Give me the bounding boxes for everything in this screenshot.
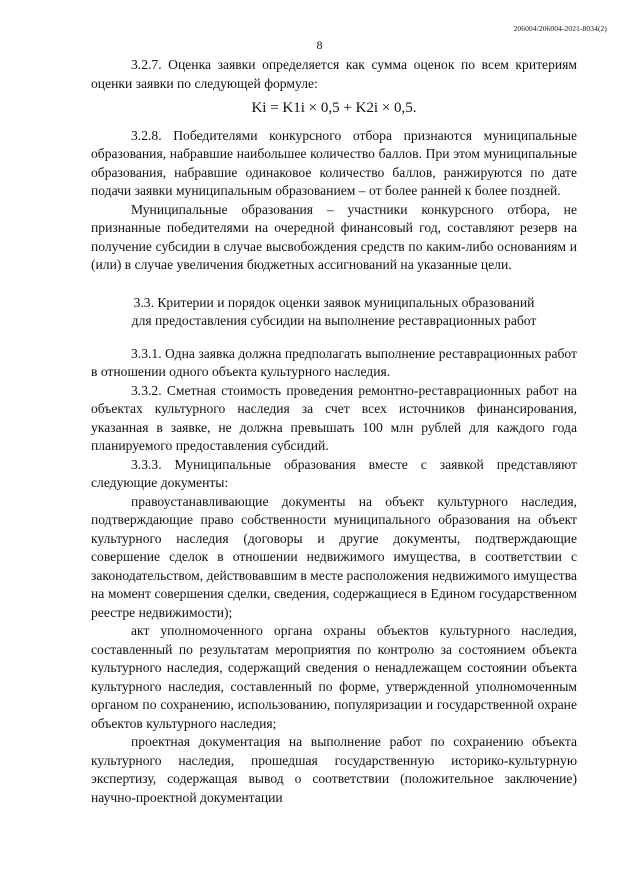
paragraph-3-2-7: 3.2.7. Оценка заявки определяется как сумма оценок по всем критериям оценки заявки по следующей формуле: bbox=[91, 57, 577, 91]
section-heading-line-2: для предоставления субсидии на выполнение реставрационных работ bbox=[131, 313, 537, 328]
document-body bbox=[91, 56, 577, 807]
section-heading-line-1: 3.3. Критерии и порядок оценки заявок муниципальных образований bbox=[133, 294, 535, 310]
paragraph-3-3-2: 3.3.2. Сметная стоимость проведения ремонтно-реставрационных работ на объектах культурного наследия за счет всех источников финансирования, указанная в заявке, не должна превышать 100 млн рублей для каждого года планируемого предоставления субсидий. bbox=[91, 382, 577, 453]
paragraph-3-3-1: 3.3.1. Одна заявка должна предполагать выполнение реставрационных работ в отношении одного объекта культурного наследия. bbox=[91, 345, 577, 379]
paragraph-3-2-8: 3.2.8. Победителями конкурсного отбора признаются муниципальные образования, набравшие наибольшее количество баллов. При этом муниципальные образования, набравшие одинаковое количество баллов, ранжируются по дате подачи заявки муниципальным образованием – от более ранней к более поздней. bbox=[91, 127, 577, 198]
page-number: 8 bbox=[316, 38, 323, 52]
paragraph-reserve: Муниципальные образования – участники конкурсного отбора, не признанные победителями на очередной финансовый год, составляют резерв на получение субсидии в случае высвобождения средств по каким-либо основаниям и (или) в случае увеличения бюджетных ассигнований на указанные цели. bbox=[91, 201, 577, 272]
paragraph-inspection-act: акт уполномоченного органа охраны объектов культурного наследия, составленный по результатам мероприятия по контролю за состоянием объекта культурного наследия, содержащий сведения о ненадлежащем состоянии объекта культурного наследия, составленный по форме, утвержденной уполномоченным органом по сохранению, использованию, популяризации и государственной охране объектов культурного наследия; bbox=[91, 623, 577, 731]
paragraph-title-documents: правоустанавливающие документы на объект культурного наследия, подтверждающие право собственности муниципального образования на объект культурного наследия (договоры и другие документы, подтверждающие совершение сделок в отношении недвижимого имущества, в соответствии с законодательством, действовавшим в месте расположения недвижимого имущества на момент совершения сделки, сведения, содержащиеся в Едином государственном реестре недвижимости); bbox=[91, 493, 577, 620]
document-id: 206004/206004-2021-8034(2) bbox=[513, 24, 607, 33]
section-heading-3-3 bbox=[91, 294, 577, 331]
paragraph-3-3-3: 3.3.3. Муниципальные образования вместе с заявкой представляют следующие документы: bbox=[91, 456, 577, 490]
scoring-formula: Ki = K1i × 0,5 + K2i × 0,5. bbox=[251, 100, 417, 116]
paragraph-project-documentation: проектная документация на выполнение работ по сохранению объекта культурного наследия, прошедшая государственную историко-культурную экспертизу, содержащая вывод о соответствии (положительное заключение) научно-проектной документации bbox=[91, 734, 577, 805]
